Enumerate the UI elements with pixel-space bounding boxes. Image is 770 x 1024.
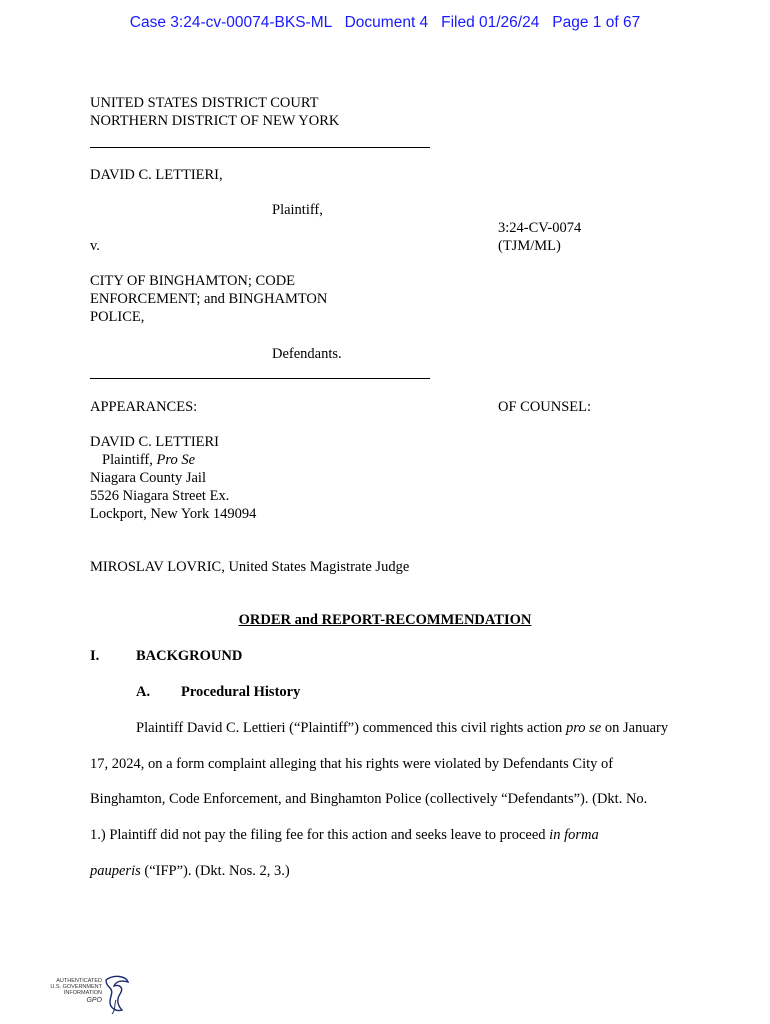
defendants-line3: POLICE, bbox=[90, 309, 145, 325]
body-line5-text: (“IFP”). (Dkt. Nos. 2, 3.) bbox=[140, 863, 290, 879]
caption-rule-bottom bbox=[90, 378, 430, 379]
address-line1: Niagara County Jail bbox=[90, 470, 206, 486]
body-line2: 17, 2024, on a form complaint alleging that his rights were violated by Defendants City of bbox=[90, 756, 614, 772]
appearance-name: DAVID C. LETTIERI bbox=[90, 434, 220, 450]
case-number-2: (TJM/ML) bbox=[498, 238, 561, 254]
filed-date: Filed 01/26/24 bbox=[441, 14, 540, 31]
court-name-line1: UNITED STATES DISTRICT COURT bbox=[90, 95, 319, 111]
section-title: BACKGROUND bbox=[136, 648, 243, 664]
subsection-title: Procedural History bbox=[181, 684, 301, 700]
body-line5-pauperis: pauperis bbox=[90, 863, 141, 879]
judge-line: MIROSLAV LOVRIC, United States Magistrate Judge bbox=[90, 559, 410, 575]
eagle-icon bbox=[102, 974, 130, 1018]
appearances-label: APPEARANCES: bbox=[90, 399, 198, 415]
body-line4-text: 1.) Plaintiff did not pay the filing fee for this action and seeks leave to proceed bbox=[90, 827, 550, 843]
address-line2: 5526 Niagara Street Ex. bbox=[90, 488, 230, 504]
appearance-role-pro-se: Pro Se bbox=[156, 452, 196, 468]
gpo-text-3: INFORMATION bbox=[63, 990, 102, 996]
body-line1 bbox=[136, 719, 668, 737]
body-line4-in-forma: in forma bbox=[549, 827, 599, 843]
section-number: I. bbox=[90, 648, 100, 664]
address-line3: Lockport, New York 149094 bbox=[90, 506, 257, 522]
plaintiff-role: Plaintiff, bbox=[272, 202, 323, 218]
caption-rule-top bbox=[90, 147, 430, 148]
body-line5 bbox=[90, 862, 290, 880]
gpo-authentication-logo bbox=[44, 974, 134, 1018]
subsection-number: A. bbox=[136, 684, 151, 700]
case-number-1: 3:24-CV-0074 bbox=[498, 220, 582, 236]
of-counsel-label: OF COUNSEL: bbox=[498, 399, 592, 415]
versus: v. bbox=[90, 238, 100, 254]
page-indicator: Page 1 of 67 bbox=[552, 14, 641, 31]
gpo-text-1: AUTHENTICATED bbox=[56, 978, 102, 984]
defendants-line1: CITY OF BINGHAMTON; CODE bbox=[90, 273, 296, 289]
body-line4 bbox=[90, 826, 599, 844]
gpo-text-2: U.S. GOVERNMENT bbox=[50, 984, 102, 990]
body-line1-pro-se: pro se bbox=[565, 720, 602, 736]
body-line1-end: on January bbox=[601, 720, 669, 736]
plaintiff-name: DAVID C. LETTIERI, bbox=[90, 167, 223, 183]
case-number-header: Case 3:24-cv-00074-BKS-ML bbox=[129, 14, 332, 31]
defendants-line2: ENFORCEMENT; and BINGHAMTON bbox=[90, 291, 328, 307]
defendants-role: Defendants. bbox=[272, 346, 342, 362]
document-number: Document 4 bbox=[344, 14, 429, 31]
ecf-header bbox=[0, 14, 770, 32]
appearance-role bbox=[102, 451, 195, 469]
gpo-text-4: GPO bbox=[86, 997, 102, 1004]
appearance-role-prefix: Plaintiff, bbox=[102, 452, 157, 468]
body-line3: Binghamton, Code Enforcement, and Binghamton Police (collectively “Defendants”). (Dkt. No. bbox=[90, 791, 648, 807]
document-title: ORDER and REPORT-RECOMMENDATION bbox=[238, 612, 532, 628]
court-name-line2: NORTHERN DISTRICT OF NEW YORK bbox=[90, 113, 340, 129]
body-line1-text: Plaintiff David C. Lettieri (“Plaintiff”) commenced this civil rights action bbox=[136, 720, 566, 736]
